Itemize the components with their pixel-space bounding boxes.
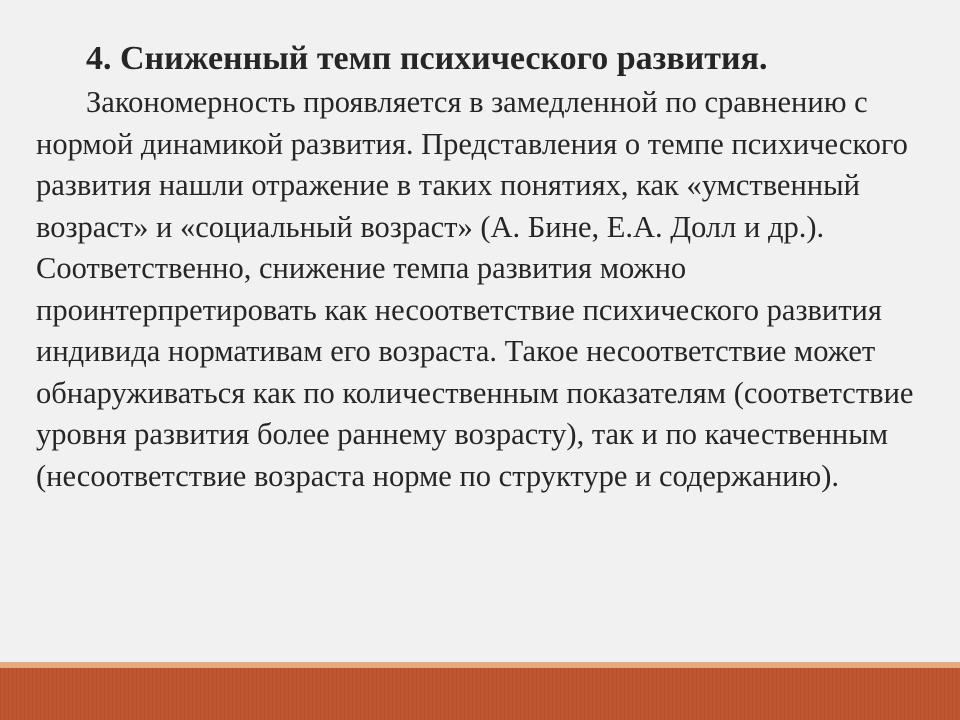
footer-band: [0, 668, 960, 720]
slide-heading: 4. Сниженный темп психического развития.: [86, 40, 768, 77]
slide-body-paragraph: Закономерность проявляется в замедленной по сравнению с нормой динамикой развития. Представления о темпе психического развития нашли отражение в таких понятиях, как «умственный возраст» и «социальный возраст» (А. Бине, Е.А. Долл и др.). Соответственно, снижение темпа развития можно проинтерпретировать как несоответствие психического развития индивида нормативам его возраста. Такое несоответствие может обнаруживаться как по количественным показателям (соответствие уровня развития более раннему возрасту), так и по качественным (несоответствие возраста норме по структуре и содержанию).: [36, 85, 914, 493]
slide-content: [36, 36, 916, 497]
